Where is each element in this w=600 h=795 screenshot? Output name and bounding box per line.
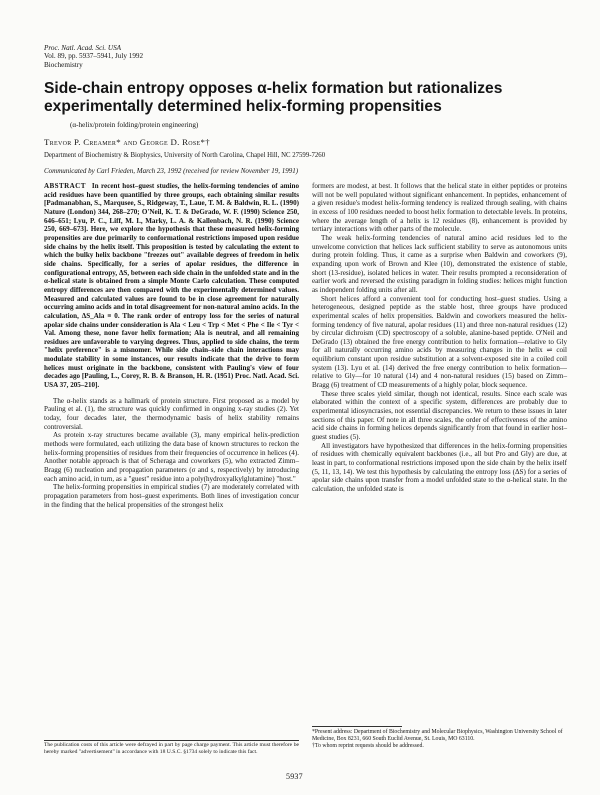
communicated-line: Communicated by Carl Frieden, March 23, 1992 (received for review November 19, 1991) <box>44 167 299 175</box>
abstract-text: In recent host–guest studies, the helix-forming tendencies of amino acid residues have been quantified by three groups, each obtaining similar results [Padmanabhan, S., Marqusee, S., Ridgeway, T., Laue, T. M. & Baldwin, R. L. (1990) Nature (London) 344, 268–270; O'Neil, K. T. & DeGrado, W. F. (1990) Science 250, 646–651; Lyu, P. C., Liff, M. I., Marky, L. A. & Kallenbach, N. R. (1990) Science 250, 669–673]. Here, we explore the hypothesis that these measured helix-forming propensities are due primarily to conformational restrictions imposed upon residue side chains by the helix itself. This proposition is tested by calculating the extent to which the bulky helix backbone "freezes out" available degrees of freedom in helix side chains. Specifically, for a series of apolar residues, the difference in configurational entropy, ΔS, between each side chain in the unfolded state and in the α-helical state is obtained from a simple Monte Carlo calculation. These computed entropy differences are then compared with the experimentally determined values. Measured and calculated values are found to be in close agreement for naturally occurring amino acids and in total disagreement for non-natural amino acids. In the calculation, ΔS_Ala ≡ 0. The rank order of entropy loss for the series of natural apolar side chains under consideration is Ala < Leu < Trp < Met < Phe < Ile < Tyr < Val. Among these, none favor helix formation; Ala is neutral, and all remaining residues are unfavorable to varying degrees. Thus, applied to side chains, the term "helix preference" is a misnomer. While side chain–side chain interactions may modulate stability in some instances, our results indicate that the drive to form helices must originate in the backbone, consistent with Pauling's view of four decades ago [Pauling, L., Corey, R. B. & Branson, H. R. (1951) Proc. Natl. Acad. Sci. USA 37, 205–210]. <box>44 182 299 390</box>
affiliation: Department of Biochemistry & Biophysics, University of North Carolina, Chapel Hill, NC 27599-7260 <box>44 152 326 159</box>
authors: Trevor P. Creamer* and George D. Rose*† <box>44 137 210 147</box>
body-paragraph: All investigators have hypothesized that differences in the helix-forming propensities of residues with chemically equivalent backbones (i.e., all but Pro and Gly) are due, at least in part, to conformational restrictions imposed upon the side chain by the helix itself (5, 11, 13, 14). We test this hypothesis by calculating the entropy loss (ΔS) for a series of apolar side chains upon transfer from a model unfolded state to the α-helical state. In the calculation, the unfolded state is <box>312 441 567 493</box>
body-paragraph: formers are modest, at best. It follows that the helical state in either peptides or proteins will not be well populated without significant enhancement. In peptides, enhancement of a given residue's modest helix-forming tendency is realized through sealing, with chains in excess of 100 residues needed to boost helix formation to detectable levels. In proteins, where the average length of a helix is 12 residues (8), enhancement is provided by tertiary interactions with other parts of the molecule. <box>312 182 567 234</box>
body-paragraph: The α-helix stands as a hallmark of protein structure. First proposed as a model by Pauling et al. (1), the structure was quickly confirmed in ongoing x-ray studies (2). Yet today, four decades later, the thermodynamic basis of helix stability remains controversial. <box>44 396 299 431</box>
page-number: 5937 <box>286 772 303 781</box>
keywords: (α-helix/protein folding/protein engineering) <box>70 121 199 129</box>
publication-cost-footnote: The publication costs of this article were defrayed in part by page charge payment. This article must therefore be hereby marked "advertisement" in accordance with 18 U.S.C. §1734 solely to indicate this fact. <box>44 742 299 755</box>
article-title: Side-chain entropy opposes α-helix formation but rationalizes experimentally determined helix-forming propensities <box>44 80 503 115</box>
abstract-label: ABSTRACT <box>44 182 86 190</box>
journal-name: Proc. Natl. Acad. Sci. USA <box>44 44 122 52</box>
abstract <box>44 182 299 390</box>
left-column <box>44 182 299 509</box>
body-paragraph: The weak helix-forming tendencies of natural amino acid residues led to the unwelcome conviction that helices lack sufficient stability to serve as autonomous units during protein folding. Thus, it came as a surprise when Baldwin and coworkers (9), expanding upon work of Brown and Klee (10), demonstrated the existence of stable, short (13-residue), isolated helices in water. Their results prompted a reconsideration of earlier work and reversed the existing paradigm in folding studies: helices might function as independent folding units after all. <box>312 233 567 294</box>
journal-volume: Vol. 89, pp. 5937–5941, July 1992 <box>44 52 144 61</box>
footnote-rule <box>312 726 402 727</box>
footnote-rule <box>44 740 299 741</box>
body-paragraph: These three scales yield similar, though not identical, results. Since each scale was elaborated within the context of a specific system, differences are probably due to experimental idiosyncrasies, not essential discrepancies. We return to these issues in later sections of this paper. Of note in all three scales, the order of effectiveness of the amino acid side chains in forming helices depends significantly from that found in earlier host–guest studies (5). <box>312 389 567 442</box>
footnote-present-address: *Present address: Department of Biochemistry and Molecular Biophysics, Washington University School of Medicine, Box 8231, 660 South Euclid Avenue, St. Louis, MO 63110. <box>312 729 563 742</box>
right-column <box>312 182 567 494</box>
author-footnotes <box>312 729 567 750</box>
body-paragraph: As protein x-ray structures became available (3), many empirical helix-prediction methods were formulated, each utilizing the data base of known structures to reckon the helix-forming propensities of residues from their frequencies of occurrence in helices (4). Another notable approach is that of Scheraga and coworkers (5), who extracted Zimm–Bragg (6) nucleation and propagation parameters (σ and s, respectively) by introducing each amino acid, in turn, as a "guest" residue into a poly(hydroxyalkylglutamine) "host." <box>44 431 299 483</box>
journal-section: Biochemistry <box>44 60 83 69</box>
body-paragraph: Short helices afford a convenient tool for conducting host–guest studies. Using a heterogeneous, designed peptide as the stable host, three groups have produced experimental scales of helix propensities. Baldwin and coworkers measured the helix-forming tendency of five natural, apolar residues (11) and three non-natural residues (12) by circular dichroism (CD) spectroscopy of a soluble, alanine-based peptide. O'Neil and DeGrado (13) obtained the free energy contribution to helix formation—relative to Gly for all naturally occurring amino acids by measuring changes in the helix ⇌ coil equilibrium constant upon residue substitution at a solvent-exposed site in a coiled coil system (13). Lyu et al. (14) derived the free energy contribution to helix formation—relative to Gly—for 10 natural (14) and 4 non-natural residues (15) based on Zimm–Bragg (6) treatment of CD measurements of a highly polar, block sequence. <box>312 294 567 390</box>
footnote-reprint: †To whom reprint requests should be addressed. <box>312 743 424 749</box>
journal-header <box>44 44 143 69</box>
body-paragraph: The helix-forming propensities in empirical studies (7) are moderately correlated with propagation parameters from host–guest experiments. Both lines of investigation concur in the finding that the helical propensities of the strongest helix <box>44 483 299 509</box>
